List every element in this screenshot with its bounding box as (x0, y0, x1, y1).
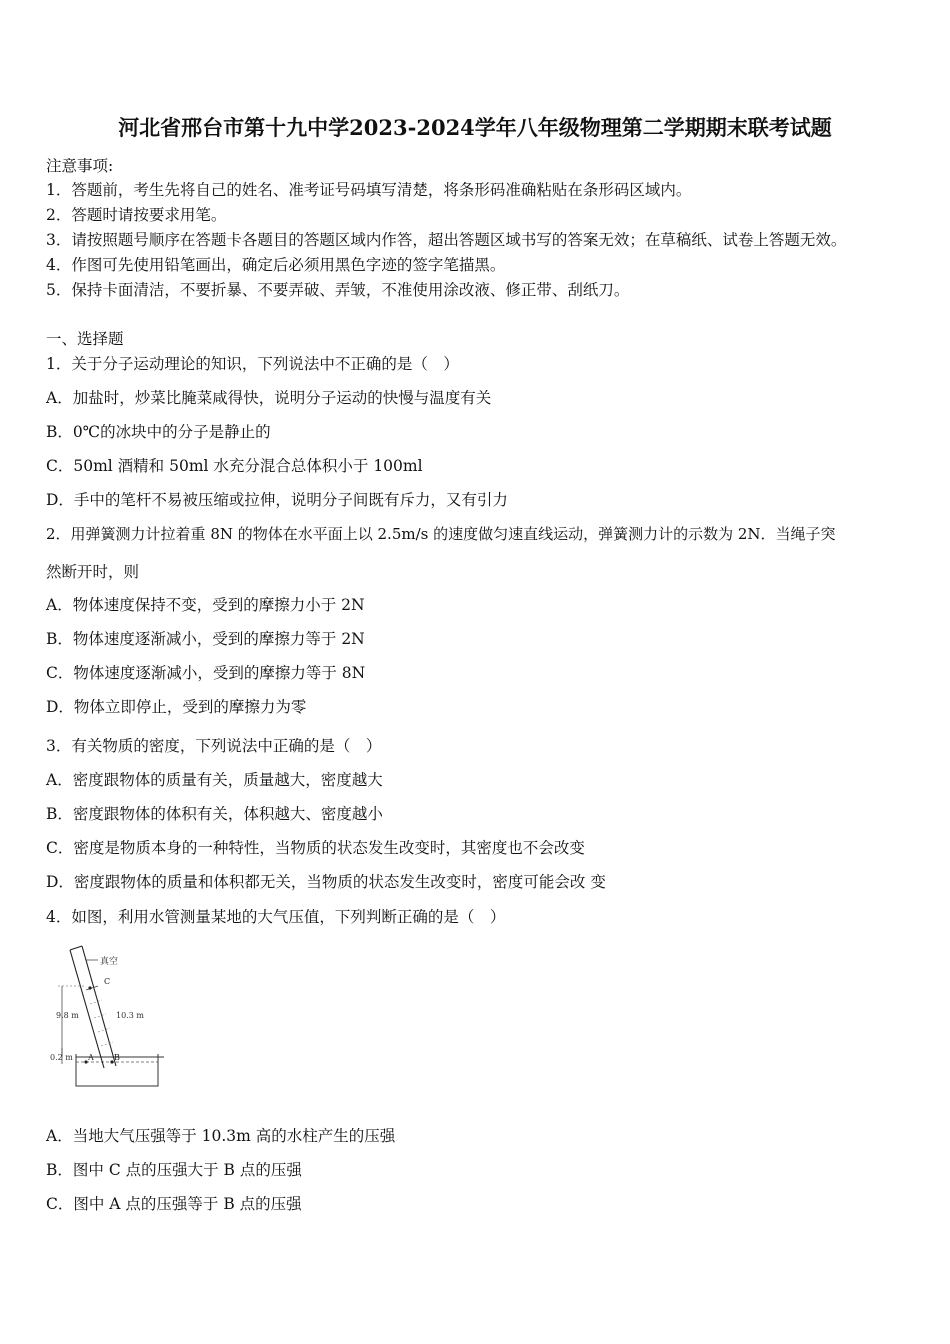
notice-item-3: 3．请按照题号顺序在答题卡各题目的答题区域内作答，超出答题区域书写的答案无效；在草稿纸、试卷上答题无效。 (46, 231, 847, 249)
tube-dash-1 (90, 1000, 102, 1004)
q1-option-c: C．50ml 酒精和 50ml 水充分混合总体积小于 100ml (46, 457, 423, 475)
notice-item-1: 1．答题前，考生先将自己的姓名、准考证号码填写清楚，将条形码准确粘贴在条形码区域内。 (46, 181, 692, 199)
q1-option-a: A．加盐时，炒菜比腌菜咸得快，说明分子运动的快慢与温度有关 (46, 389, 492, 407)
q4-tube-figure (46, 938, 166, 1102)
q3-option-c: C．密度是物质本身的一种特性，当物质的状态发生改变时，其密度也不会改变 (46, 839, 585, 857)
notice-item-4: 4．作图可先使用铅笔画出，确定后必须用黑色字迹的签字笔描黑。 (46, 256, 506, 274)
tube-dash-3 (98, 1028, 110, 1032)
q1-stem: 1．关于分子运动理论的知识，下列说法中不正确的是（ ） (46, 355, 459, 373)
label-h2: 10.3 m (116, 1011, 144, 1020)
q4-stem: 4．如图，利用水管测量某地的大气压值，下列判断正确的是（ ） (46, 908, 506, 926)
q1-option-d: D．手中的笔杆不易被压缩或拉伸，说明分子间既有斥力，又有引力 (46, 491, 508, 509)
label-point-b: B (114, 1053, 120, 1062)
notice-item-5: 5．保持卡面清洁，不要折暴、不要弄破、弄皱，不准使用涂改液、修正带、刮纸刀。 (46, 281, 630, 299)
q3-option-d: D．密度跟物体的质量和体积都无关，当物质的状态发生改变时，密度可能会改 变 (46, 873, 606, 891)
q4-option-a: A．当地大气压强等于 10.3m 高的水柱产生的压强 (46, 1127, 396, 1145)
tube-water-top (86, 986, 98, 990)
q2-stem-line2: 然断开时，则 (46, 563, 140, 581)
q3-option-b: B．密度跟物体的体积有关，体积越大、密度越小 (46, 805, 383, 823)
q3-stem: 3．有关物质的密度，下列说法中正确的是（ ） (46, 737, 382, 755)
q3-option-a: A．密度跟物体的质量有关，质量越大，密度越大 (46, 771, 383, 789)
page-title: 河北省邢台市第十九中学2023-2024学年八年级物理第二学期期末联考试题 (118, 115, 832, 140)
q1-option-b: B．0℃的冰块中的分子是静止的 (46, 423, 271, 441)
q2-option-c: C．物体速度逐渐减小，受到的摩擦力等于 8N (46, 664, 366, 682)
label-h1: 9.8 m (56, 1011, 79, 1020)
label-vacuum: 真空 (100, 957, 119, 967)
tube-dash-2 (94, 1014, 106, 1018)
q2-option-d: D．物体立即停止，受到的摩擦力为零 (46, 698, 307, 716)
tube-dash-4 (101, 1042, 113, 1046)
q4-option-c: C．图中 A 点的压强等于 B 点的压强 (46, 1195, 302, 1213)
label-point-c: C (104, 977, 111, 986)
q2-option-b: B．物体速度逐渐减小，受到的摩擦力等于 2N (46, 630, 365, 648)
tube-top (70, 946, 82, 950)
tube-wall-left (70, 950, 104, 1068)
q2-option-a: A．物体速度保持不变，受到的摩擦力小于 2N (46, 596, 365, 614)
section-title: 一、选择题 (46, 330, 124, 348)
notice-heading: 注意事项: (46, 157, 114, 175)
q2-stem-line1: 2．用弹簧测力计拉着重 8N 的物体在水平面上以 2.5m/s 的速度做匀速直线运动，弹簧测力计的示数为 2N．当绳子突 (46, 525, 836, 543)
notice-item-2: 2．答题时请按要求用笔。 (46, 206, 227, 224)
point-c-dot (88, 986, 91, 989)
label-point-a: A (88, 1053, 94, 1062)
q4-option-b: B．图中 C 点的压强大于 B 点的压强 (46, 1161, 302, 1179)
label-h3: 0.2 m (50, 1053, 73, 1062)
